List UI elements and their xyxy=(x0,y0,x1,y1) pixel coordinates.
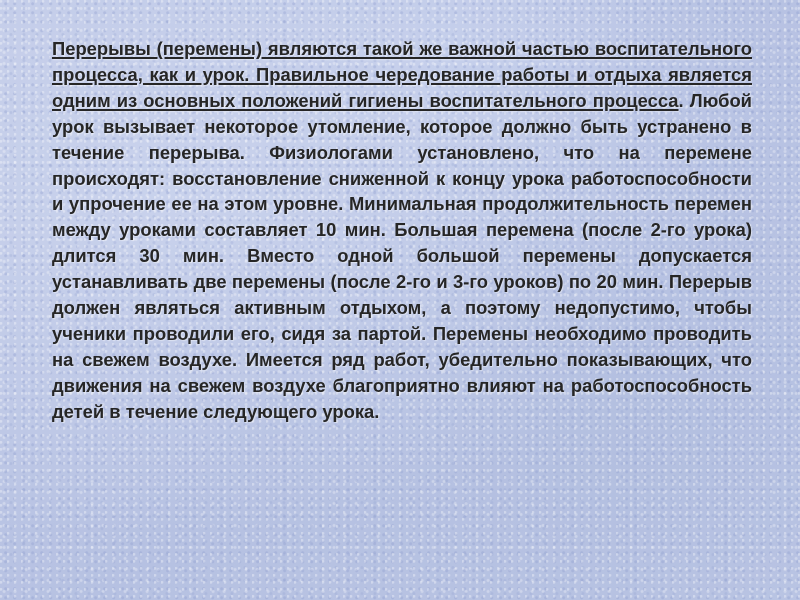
slide-body-text xyxy=(52,36,752,425)
body-text-rest: . Любой урок вызывает некоторое утомление, которое должно быть устранено в течение перерыва. Физиологами установлено, что на перемене происходят: восстановление сниженной к концу урока работоспособности и упрочение ее на этом уровне. Минимальная продолжительность перемен между уроками составляет 10 мин. Большая перемена (после 2-го урока) длится 30 мин. Вместо одной большой перемены допускается устанавливать две перемены (после 2-го и 3-го уроков) по 20 мин. Перерыв должен являться активным отдыхом, а поэтому недопустимо, чтобы ученики проводили его, сидя за партой. Перемены необходимо проводить на свежем воздухе. Имеется ряд работ, убедительно показывающих, что движения на свежем воздухе благоприятно влияют на работоспособность детей в течение следующего урока. xyxy=(52,89,752,422)
slide-content xyxy=(52,36,752,566)
underlined-lead-text: Перерывы (перемены) являются такой же важной частью воспитательного процесса, как и урок. Правильное чередование работы и отдыха является одним из основных положений гигиены воспитательного процесса xyxy=(52,38,752,111)
